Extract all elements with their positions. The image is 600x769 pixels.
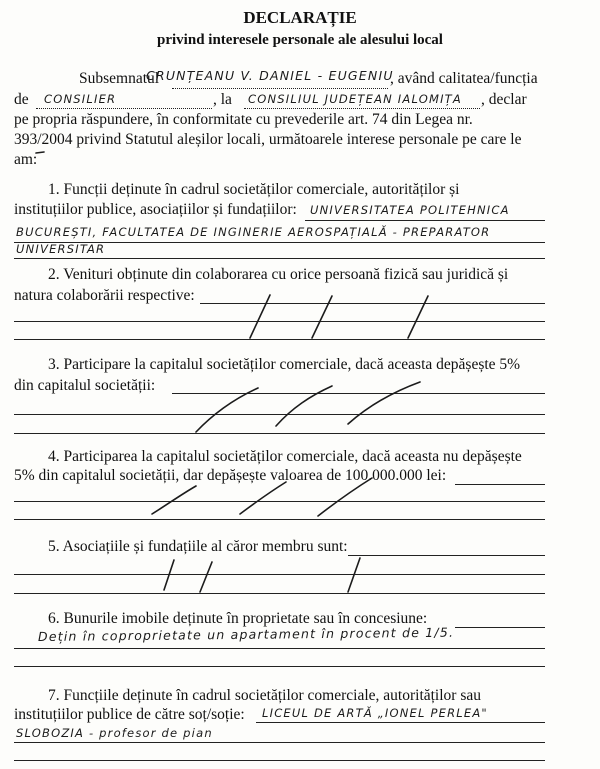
declarant-role: CONSILIER	[44, 92, 117, 106]
intro-line-2: pe propria răspundere, în conformitate cu prevederile art. 74 din Legea nr.	[14, 111, 473, 128]
section-6-line-c	[14, 666, 545, 667]
section-7-answer-2: SLOBOZIA - profesor de pian	[16, 726, 213, 740]
strike-s3-c	[348, 382, 420, 424]
document-title: DECLARAȚIE	[243, 8, 357, 27]
section-7-line-1: 7. Funcțiile deținute în cadrul societăților comerciale, autorităților sau	[48, 687, 481, 704]
strike-s5-c	[348, 558, 360, 592]
section-7-line-b	[14, 742, 545, 743]
intro-calitatea: , având calitatea/funcția	[390, 70, 538, 87]
section-3-line-a	[172, 393, 545, 394]
section-5-line-1: 5. Asociațiile și fundațiile al căror membru sunt:	[48, 538, 348, 555]
document-subtitle: privind interesele personale ale alesului local	[157, 32, 443, 48]
intro-subsemnatul: Subsemnatul	[79, 70, 160, 87]
section-5-line-a	[348, 555, 545, 556]
section-4-line-1: 4. Participarea la capitalul societăților comerciale, dacă aceasta nu depășește	[48, 448, 522, 465]
section-1-line-1: 1. Funcții deținute în cadrul societăților comerciale, autorităților și	[48, 181, 460, 198]
name-field-line	[172, 88, 388, 89]
section-1-answer-1: UNIVERSITATEA POLITEHNICA	[310, 203, 510, 217]
section-6-line-a	[455, 627, 545, 628]
section-1-answer-3: UNIVERSITAR	[16, 242, 106, 256]
section-1-line-c	[14, 258, 545, 259]
section-2-line-c	[14, 339, 545, 340]
section-5-line-b	[14, 574, 545, 575]
section-5-line-c	[14, 593, 545, 594]
strike-s5-a	[164, 560, 174, 590]
strike-s3-a	[196, 388, 258, 432]
intro-de: de	[14, 91, 29, 108]
intro-declar: , declar	[481, 91, 527, 108]
council-field-line	[244, 108, 480, 109]
section-1-answer-2: BUCUREȘTI, FACULTATEA DE INGINERIE AEROSPAȚIALĂ - PREPARATOR	[16, 225, 491, 239]
section-1-line-2: instituțiilor publice, asociațiilor și fundațiilor:	[14, 201, 297, 218]
section-4-line-2: 5% din capitalul societății, dar depășește valoarea de 100.000.000 lei:	[14, 467, 447, 484]
strike-s4-b	[240, 482, 286, 514]
declarant-name: CRUNȚEANU V. DANIEL - EUGENIU	[146, 68, 394, 83]
strike-s4-a	[152, 486, 196, 514]
section-1-line-a	[305, 220, 545, 221]
section-2-line-b	[14, 321, 545, 322]
section-2-line-1: 2. Venituri obținute din colaborarea cu orice persoană fizică sau juridică și	[48, 266, 509, 283]
section-2-line-2: natura colaborării respective:	[14, 287, 195, 304]
section-3-line-2: din capitalul societății:	[14, 377, 156, 394]
strike-s5-b	[200, 562, 212, 592]
section-3-line-1: 3. Participare la capitalul societăților comerciale, dacă aceasta depășește 5%	[48, 356, 521, 373]
section-7-line-a	[256, 722, 545, 723]
role-field-line	[36, 108, 212, 109]
section-7-line-c	[14, 760, 545, 761]
section-7-answer-1: LICEUL DE ARTĂ „IONEL PERLEA"	[262, 706, 488, 720]
section-6-answer-1: Dețin în coproprietate un apartament în procent de 1/5.	[37, 624, 455, 644]
section-4-line-b	[14, 501, 545, 502]
council-name: CONSILIUL JUDEȚEAN IALOMIȚA	[248, 92, 462, 106]
section-3-line-b	[14, 414, 545, 415]
section-7-line-2: instituțiilor publice de către soț/soție:	[14, 706, 245, 723]
section-4-line-c	[14, 519, 545, 520]
section-3-line-c	[14, 433, 545, 434]
intro-la: , la	[213, 91, 232, 108]
section-2-line-a	[200, 303, 545, 304]
strike-s2-a	[250, 295, 270, 338]
section-6-line-1: 6. Bunurile imobile deținute în proprietate sau în concesiune:	[48, 610, 428, 627]
section-4-line-a	[455, 484, 545, 485]
intro-line-4: am:	[14, 151, 38, 168]
section-6-line-b	[14, 648, 545, 649]
strike-s3-b	[276, 386, 332, 426]
intro-line-3: 393/2004 privind Statutul aleșilor locali, următoarele interese personale pe care le	[14, 131, 522, 148]
